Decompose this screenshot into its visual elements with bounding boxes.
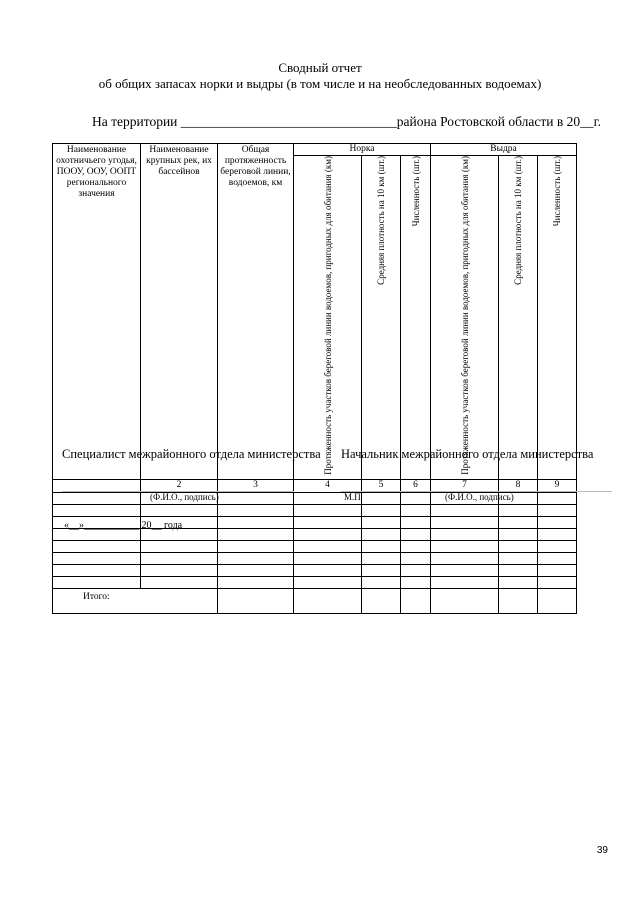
header-mink-density: Средняя плотность на 10 км (шт.) — [362, 156, 401, 480]
table-cell — [401, 528, 431, 540]
table-cell — [294, 540, 362, 552]
column-number: 6 — [401, 479, 431, 492]
table-cell — [141, 504, 218, 516]
table-cell — [499, 576, 538, 588]
table-cell — [401, 588, 431, 613]
table-cell — [362, 504, 401, 516]
table-cell — [401, 504, 431, 516]
table-cell — [362, 492, 401, 504]
head-signature-caption: (Ф.И.О., подпись) — [445, 492, 514, 502]
report-title-line2: об общих запасах норки и выдры (в том числе и на необследованных водоемах) — [98, 76, 542, 91]
table-cell — [218, 576, 294, 588]
table-cell — [431, 540, 499, 552]
table-cell — [218, 588, 294, 613]
table-cell — [218, 492, 294, 504]
table-cell — [538, 516, 577, 528]
table-cell — [218, 564, 294, 576]
table-cell — [362, 552, 401, 564]
table-cell — [538, 576, 577, 588]
table-cell — [218, 528, 294, 540]
table-cell — [431, 504, 499, 516]
empty-rows — [53, 492, 577, 588]
table-cell — [499, 504, 538, 516]
report-table — [52, 143, 577, 614]
table-cell — [499, 552, 538, 564]
table-cell — [538, 504, 577, 516]
table-cell — [362, 528, 401, 540]
table-cell — [538, 540, 577, 552]
table-cell — [431, 564, 499, 576]
table-cell — [362, 564, 401, 576]
table-cell — [538, 528, 577, 540]
table-cell — [499, 564, 538, 576]
header-otter-density: Средняя плотность на 10 км (шт.) — [499, 156, 538, 480]
total-row — [53, 588, 577, 613]
table-cell — [53, 492, 141, 504]
column-number: 3 — [218, 479, 294, 492]
table-cell — [499, 588, 538, 613]
table-cell — [401, 564, 431, 576]
table-cell — [362, 576, 401, 588]
table-cell — [401, 516, 431, 528]
table-cell — [499, 528, 538, 540]
table-cell — [294, 588, 362, 613]
table-cell — [218, 504, 294, 516]
table-cell — [218, 540, 294, 552]
table-cell — [401, 492, 431, 504]
header-total-length: Общая протяженность береговой линии, водоемов, км — [218, 144, 294, 480]
table-row — [53, 564, 577, 576]
page-number: 39 — [596, 845, 608, 856]
table-cell — [538, 492, 577, 504]
header-mink: Норка — [294, 144, 431, 156]
table-cell — [53, 552, 141, 564]
table-cell — [294, 516, 362, 528]
table-cell — [294, 552, 362, 564]
table-cell — [294, 576, 362, 588]
table-cell — [141, 552, 218, 564]
header-mink-count: Численность (шт.) — [401, 156, 431, 480]
table-cell — [401, 576, 431, 588]
table-row — [53, 504, 577, 516]
column-number: 9 — [538, 479, 577, 492]
table-row — [53, 552, 577, 564]
table-cell — [431, 576, 499, 588]
table-cell — [431, 588, 499, 613]
report-title-line1: Сводный отчет — [278, 60, 362, 75]
table-cell — [362, 540, 401, 552]
table-cell — [141, 576, 218, 588]
header-otter-count: Численность (шт.) — [538, 156, 577, 480]
table-cell — [53, 540, 141, 552]
table-cell — [218, 516, 294, 528]
table-cell — [401, 540, 431, 552]
table-cell — [53, 504, 141, 516]
table-row — [53, 540, 577, 552]
table-cell — [538, 564, 577, 576]
table-cell — [294, 528, 362, 540]
total-label: Итого: — [53, 588, 218, 613]
header-rivers: Наименование крупных рек, их бассейнов — [141, 144, 218, 480]
table-cell — [499, 540, 538, 552]
table-cell — [53, 564, 141, 576]
table-cell — [218, 552, 294, 564]
table-cell — [294, 564, 362, 576]
table-cell — [141, 564, 218, 576]
table-cell — [362, 516, 401, 528]
table-cell — [53, 576, 141, 588]
table-cell — [431, 528, 499, 540]
table-cell — [141, 540, 218, 552]
table-row — [53, 576, 577, 588]
territory-line: На территории ________________________________района Ростовской области в 20__г. — [92, 114, 601, 129]
stamp-placeholder: М.П — [344, 492, 361, 502]
specialist-title: Специалист межрайонного отдела министерства — [62, 447, 321, 461]
date-line: «__»___________ 20__ года — [64, 520, 183, 531]
table-cell — [538, 552, 577, 564]
table-cell — [431, 516, 499, 528]
table-cell — [294, 504, 362, 516]
column-number: 8 — [499, 479, 538, 492]
table-cell — [499, 516, 538, 528]
report-title — [0, 60, 640, 92]
specialist-signature-caption: (Ф.И.О., подпись) — [150, 492, 219, 502]
header-mink-length: Протяженность участков береговой линии водоемов, пригодных для обитания (км) — [294, 156, 362, 480]
column-number: 5 — [362, 479, 401, 492]
header-otter: Выдра — [431, 144, 577, 156]
column-number: 7 — [431, 479, 499, 492]
header-otter-length: Протяженность участков береговой линии водоемов, пригодных для обитания (км) — [431, 156, 499, 480]
column-number: 2 — [141, 479, 218, 492]
table-cell — [401, 552, 431, 564]
header-hunting-ground: Наименование охотничьего угодья, ПООУ, ООУ, ООПТ регионального значения — [53, 144, 141, 480]
column-number: 4 — [294, 479, 362, 492]
table-cell — [538, 588, 577, 613]
table-cell — [362, 588, 401, 613]
table-cell — [431, 552, 499, 564]
head-title: Начальник межрайонного отдела министерства — [341, 447, 594, 461]
